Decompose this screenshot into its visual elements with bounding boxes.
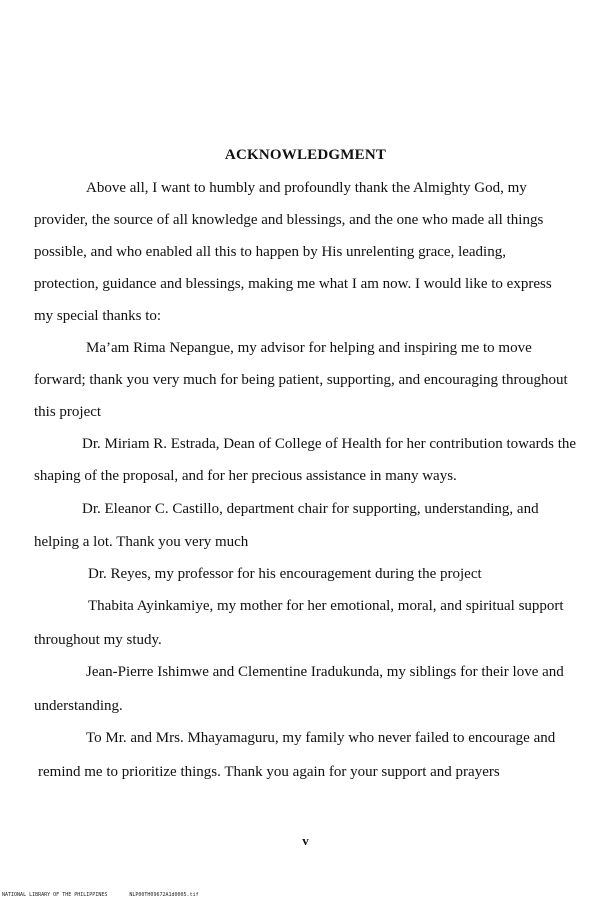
body-line: my special thanks to: (34, 308, 162, 324)
body-line: Ma’am Rima Nepangue, my advisor for helping and inspiring me to move (86, 340, 532, 356)
body-line: Dr. Reyes, my professor for his encouragement during the project (88, 566, 482, 582)
body-line: shaping of the proposal, and for her precious assistance in many ways. (34, 468, 457, 484)
page-title: ACKNOWLEDGMENT (224, 147, 387, 163)
body-line: Above all, I want to humbly and profoundly thank the Almighty God, my (86, 180, 527, 196)
body-line: Thabita Ayinkamiye, my mother for her emotional, moral, and spiritual support (88, 598, 564, 614)
body-line: protection, guidance and blessings, making me what I am now. I would like to express (34, 276, 552, 292)
body-line: remind me to prioritize things. Thank you again for your support and prayers (38, 764, 500, 780)
body-line: Dr. Eleanor C. Castillo, department chair for supporting, understanding, and (82, 501, 539, 517)
scan-footer (2, 892, 221, 898)
file-id: NLP00TH09672A1d0005.tif (129, 892, 199, 898)
body-line: provider, the source of all knowledge and blessings, and the one who made all things (34, 212, 544, 228)
body-line: possible, and who enabled all this to happen by His unrelenting grace, leading, (34, 244, 506, 260)
body-line: Dr. Miriam R. Estrada, Dean of College of Health for her contribution towards the (82, 436, 577, 452)
body-line: this project (34, 404, 102, 420)
body-line: Jean-Pierre Ishimwe and Clementine Iradukunda, my siblings for their love and (86, 664, 564, 680)
body-line: forward; thank you very much for being patient, supporting, and encouraging throughout (34, 372, 568, 388)
page-number: v (302, 833, 309, 848)
body-line: throughout my study. (34, 632, 162, 648)
library-name: NATIONAL LIBRARY OF THE PHILIPPINES (2, 892, 108, 898)
body-line: To Mr. and Mrs. Mhayamaguru, my family who never failed to encourage and (86, 730, 556, 746)
body-line: understanding. (34, 698, 123, 714)
body-line: helping a lot. Thank you very much (34, 534, 249, 550)
